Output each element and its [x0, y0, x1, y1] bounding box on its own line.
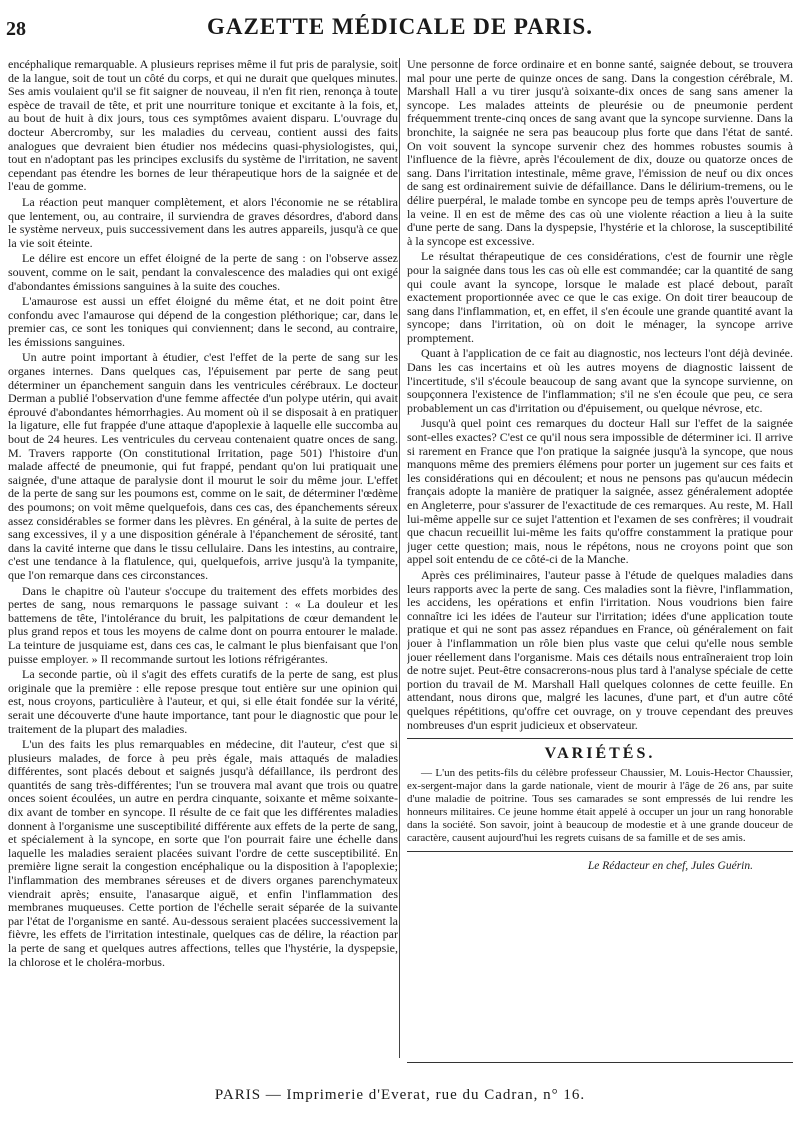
editor-line: Le Rédacteur en chef, Jules Guérin.	[587, 859, 753, 872]
page-number: 28	[6, 18, 26, 40]
paragraph: Après ces préliminaires, l'auteur passe à l'étude de quelques maladies dans leurs rapports avec la perte de sang. Ces maladies sont la fièvre, l'inflammation, les accidens, les opérations et enfin l'irritation. Nous voudrions bien faire connaître ici les idées de l'auteur sur l'irritation; idées d'une application toute pratique et qui ne sont pas assez répandues en France, où généralement on fait jouer à l'inflammation un rôle bien plus vaste que celui qu'elle nous semble jouer réellement dans l'organisme. Mais ces détails nous entraîneraient trop loin de notre sujet. Peut-être consacrerons-nous plus tard à l'analyse spéciale de cette portion du travail de M. Marshall Hall quelques colonnes de cette feuille. En attendant, nous dirons que, malgré les lacunes, d'une part, et d'un autre côté quelques répétitions, qu'offre cet ouvrage, on y trouve cependant des preuves nombreuses d'un esprit judicieux et observateur.	[407, 567, 793, 732]
column-divider	[399, 58, 400, 1058]
paragraph: Le délire est encore un effet éloigné de la perte de sang : on l'observe assez souvent, comme on le sait, pendant la convalescence des maladies qui ont exigé d'abondantes émissions sanguines à la suite des couches.	[8, 251, 398, 293]
paragraph: L'un des faits les plus remarquables en médecine, dit l'auteur, c'est que si plusieurs malades, de force à peu près égale, mais attaqués de maladies différentes, sont placés debout et saignés jusqu'à défaillance, ils perdront des quantités de sang très-différentes; l'un se trouvera mal avant que trois ou quatre onces soient écoulées, un autre en perdra cinquante, soixante et même soixante-dix avant de tomber en syncope. Il résulte de ce fait que les différentes maladies donnent à l'organisme une susceptibilité différente aux effets de la perte de sang, et spécialement à la syncope, en sorte que l'on pourrait faire une échelle dans laquelle les maladies seraient placées suivant l'ordre de cette susceptibilité. En première ligne serait la congestion encéphalique ou la disposition à l'apoplexie; l'inflammation des membranes séreuses et de divers organes parenchymateux viendrait après; ensuite, l'anasarque aiguë, et enfin l'inflammation des membranes muqueuses. Cette portion de l'échelle serait séparée de la suivante par l'état de l'organisme en santé. Au-dessous seraient placées successivement la fièvre, les effets de l'irritation intestinale, quelques cas de délire, la réaction par la perte de sang et quelques autres affections, telles que l'hystérie, la dyspepsie, la chlorose et le choléra-morbus.	[8, 737, 398, 969]
section-divider	[407, 851, 793, 852]
paragraph: La seconde partie, où il s'agit des effets curatifs de la perte de sang, est plus originale que la première : elle repose presque tout entière sur une opinion qui est, nous croyons, particulière à l'auteur, et qui, si elle était fondée sur la vérité, serait une découverte d'une haute importance, tant pour le diagnostic que pour le traitement de la plupart des maladies.	[8, 667, 398, 736]
paragraph: Un autre point important à étudier, c'est l'effet de la perte de sang sur les organes internes. Dans quelques cas, l'épuisement par perte de sang peut déterminer un épanchement sanguin dans les ventricules cérébraux. Le docteur Derman a publié l'observation d'une femme affectée d'un polype utérin, qui avait éprouvé d'abondantes hémorrhagies. Au moment où il se disposait à en pratiquer la ligature, elle fut frappée d'une attaque d'apoplexie à laquelle elle succomba au bout de 24 heures. Les ventricules du cerveau contenaient quatre onces de sang. M. Travers rapporte (On constitutional Irritation, page 501) l'histoire d'un malade affecté de pneumonie, qui fut frappé, pendant qu'on lui pratiquait une saignée, d'une attaque de paralysie dont il mourut le soir du même jour. L'effet de la perte de sang sur les poumons est, comme on le sait, de déterminer l'œdème des poumons; on voit même quelquefois, dans ces cas, des épanchements séreux assez considérables se former dans les plèvres. En général, à la suite de pertes de sang excessives, il y a une disposition générale à l'épanchement de sérosité, tant dans la cavité interne que dans le tissu cellulaire. Dans les intestins, au contraire, c'est une tendance à la flatulence, qui, quelquefois, arrive jusqu'à la tympanite, que l'on remarque dans ces circonstances.	[8, 350, 398, 582]
paragraph: La réaction peut manquer complètement, et alors l'économie ne se rétablira que lentement, ou, au contraire, il surviendra de graves désordres, d'abord dans le système nerveux, puis successivement dans les autres appareils, jusqu'à ce que la vie soit éteinte.	[8, 194, 398, 250]
varietes-heading: VARIÉTÉS.	[544, 745, 656, 763]
right-column	[407, 58, 793, 1058]
paragraph: Le résultat thérapeutique de ces considérations, c'est de fournir une règle pour la saignée dans tous les cas où elle est commandée; car la quantité de sang qui coule avant la syncope, lorsque le malade est placé debout, paraît exactement proportionnée avec ce que le cas exige. On doit tirer beaucoup de sang dans l'inflammation, et, en effet, il s'en écoule une grande quantité avant la syncope; dans l'irritation, où on doit le ménager, la syncope arrive promptement.	[407, 249, 793, 345]
paragraph: Dans le chapitre où l'auteur s'occupe du traitement des effets morbides des pertes de sang, nous remarquons le passage suivant : « La douleur et les battemens de tête, l'intolérance du bruit, les palpitations de cœur demandent le plus grand repos et tous les moyens de calme dont on pourra entourer le malade. La teinture de jusquiame est, dans ces cas, le calmant le plus bienfaisant que l'on puisse employer. » Il recommande surtout les lotions réfrigérantes.	[8, 583, 398, 666]
varietes-item: — L'un des petits-fils du célèbre professeur Chaussier, M. Louis-Hector Chaussier, ex-sergent-major dans la garde nationale, vient de mourir à l'âge de 26 ans, par suite d'une maladie de poitrine. Tous ses camarades se sont empressés de lui rendre les honneurs militaires. Ce jeune homme était appelé à occuper un jour un rang honorable dans la société. Son savoir, joint à beaucoup de modestie et à une grande douceur de caractère, causent aujourd'hui les regrets cuisans de sa famille et de ses amis.	[407, 766, 793, 844]
paragraph: Jusqu'à quel point ces remarques du docteur Hall sur l'effet de la saignée sont-elles exactes? C'est ce qu'il nous sera impossible de déterminer ici. Il arrive si rarement en France que l'on pratique la saignée jusqu'à la syncope, que nous manquons même des premiers élémens pour porter un jugement sur ces faits et les considérations qui en découlent; et nous ne pensons pas qu'aucun médecin français adopte la manière de pratiquer la saignée, assez généralement adoptée en Angleterre, pour s'assurer de l'exactitude de ces remarques. Au reste, M. Hall lui-même appelle sur ce sujet l'attention et l'examen de ses confrères; il voudrait que chacun recueillit lui-même les faits qu'offre constamment la pratique pour juger cette question; mais, nous le répétons, nous ne croyons point que son appel soit entendu de ce côté-ci de la Manche.	[407, 416, 793, 567]
section-divider	[407, 738, 793, 739]
left-column	[8, 58, 398, 1113]
page-header	[0, 0, 800, 52]
paragraph: Une personne de force ordinaire et en bonne santé, saignée debout, se trouvera mal pour une perte de quinze onces de sang. Dans la congestion cérébrale, M. Marshall Hall a vu tirer jusqu'à soixante-dix onces de sang sans amener la syncope. Les malades atteints de pleurésie ou de pneumonie perdent fréquemment trente-cinq onces de sang avant que la syncope survienne. Dans la bronchite, la saignée ne sera pas beaucoup plus forte que dans l'état de santé. On voit souvent la syncope survenir chez des hommes robustes soumis à l'influence de la fièvre, après l'écoulement de dix, douze ou quatorze onces de sang. Dans l'irritation intestinale, même grave, l'émission de neuf ou dix onces de sang est ordinairement suivie de défaillance. Dans le délirium-tremens, ou le délire puerpéral, le malade tombe en syncope peu de temps après l'ouverture de la veine. Il en est de même des cas où une violente réaction a lieu à la suite d'une perte de sang. Dans la dyspepsie, l'hystérie et la chlorose, la susceptibilité à la syncope est excessive.	[407, 58, 793, 248]
editor-signature	[407, 860, 793, 874]
printer-imprint: PARIS — Imprimerie d'Everat, rue du Cadran, n° 16.	[214, 1087, 586, 1103]
footer-divider	[407, 1062, 793, 1063]
paragraph: L'amaurose est aussi un effet éloigné du même état, et ne doit point être confondu avec l'amaurose qui dépend de la congestion pléthorique; car, dans le premier cas, ce sont les toniques qui conviennent; dans le second, au contraire, les émissions sanguines.	[8, 294, 398, 349]
masthead-title: GAZETTE MÉDICALE DE PARIS.	[207, 14, 593, 39]
paragraph: Quant à l'application de ce fait au diagnostic, nos lecteurs l'ont déjà devinée. Dans les cas incertains et où les autres moyens de diagnostic laissent de l'incertitude, s'il s'écoule beaucoup de sang avant que la syncope survienne, on soupçonnera l'existence de l'inflammation; s'il ne s'en écoule que peu, ce sera probablement un cas d'irritation ou d'épuisement, ou quelque névrose, etc.	[407, 346, 793, 415]
paragraph: encéphalique remarquable. A plusieurs reprises même il fut pris de paralysie, soit de la langue, soit de tout un côté du corps, et qui ne durait que quelques minutes. Ses amis voulaient qu'il se fit saigner de nouveau, il n'en fit rien, renonça à toute espèce de travail de tête, et prit une nourriture tonique et excitante à la fois, et, au bout de huit à dix jours, tous ces symptômes avaient disparu. L'ouvrage du docteur Abercromby, sur les maladies du cerveau, contient aussi des faits analogues que devraient bien étudier nos médecins quasi-physiologistes, qui, tout en n'adoptant pas les principes exclusifs du système de l'irritation, ne savent cependant pas étendre les bornes de leur thérapeutique hors de la saignée et de l'eau de gomme.	[8, 58, 398, 194]
